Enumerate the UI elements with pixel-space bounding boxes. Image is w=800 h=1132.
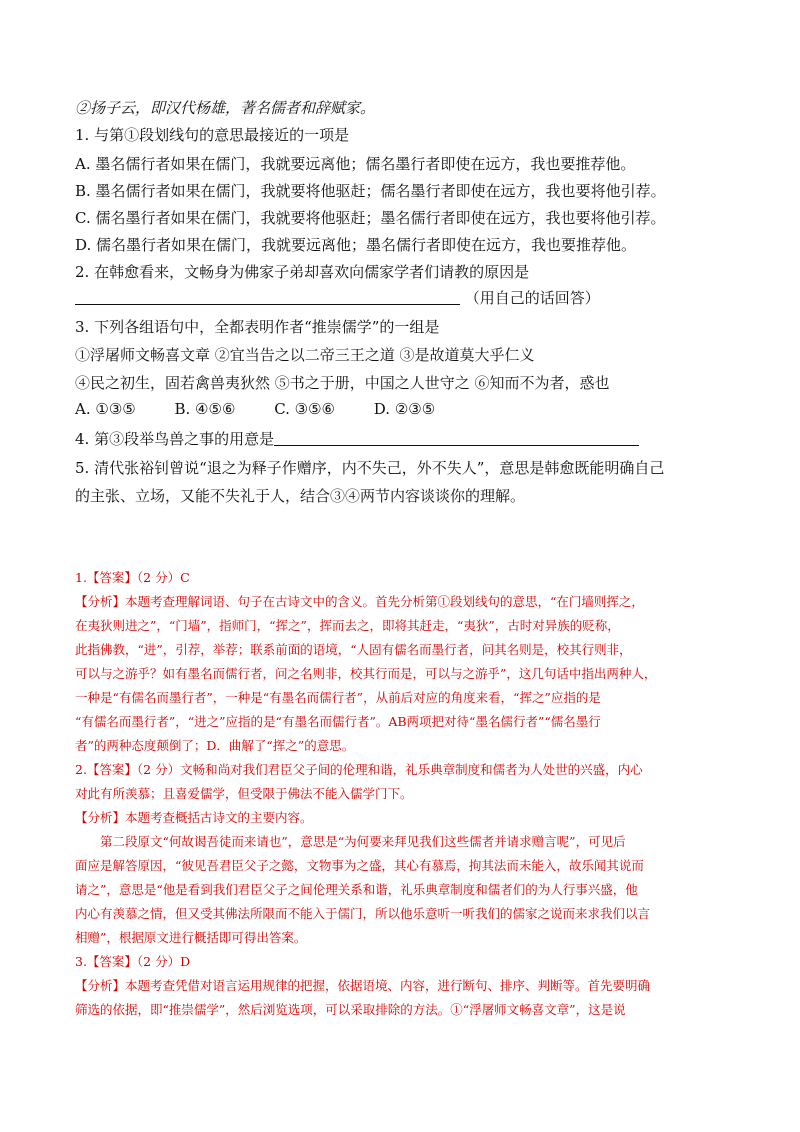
answer-2-line: 对此有所羡慕；且喜爱儒学，但受限于佛法不能入儒学门下。 bbox=[75, 786, 413, 801]
question-3-choice-a: A. ①③⑤ bbox=[75, 400, 136, 418]
footnote-yang-xiong: ②扬子云，即汉代杨雄，著名儒者和辞赋家。 bbox=[75, 99, 376, 117]
answer-1-analysis-line: 【分析】本题考查理解词语、句子在古诗文中的含义。首先分析第①段划线句的意思，“在门墙则挥之， bbox=[75, 594, 644, 609]
question-3-choice-c: C. ③⑤⑥ bbox=[274, 400, 336, 418]
answer-2-analysis-line: 请之”，意思是“他是看到我们君臣父子之间伦理关系和谐，礼乐典章制度和儒者们的为人行事兴盛，他 bbox=[75, 882, 638, 897]
question-5-line-1: 5. 清代张裕钊曾说“退之为释子作赠序，内不失己，外不失人”，意思是韩愈既能明确自己 bbox=[75, 459, 665, 477]
question-2-stem: 2. 在韩愈看来，文畅身为佛家子弟却喜欢向儒家学者们请教的原因是 bbox=[75, 263, 530, 281]
answer-blank bbox=[274, 431, 639, 446]
question-1-stem: 1. 与第①段划线句的意思最接近的一项是 bbox=[75, 126, 350, 144]
answer-1-analysis-line: 者”的两种态度颠倒了；D．曲解了“挥之”的意思。 bbox=[75, 738, 355, 753]
answer-2-analysis-head: 【分析】本题考查概括古诗文的主要内容。 bbox=[75, 810, 313, 825]
question-4-stem: 4. 第③段举鸟兽之事的用意是 bbox=[75, 430, 275, 448]
question-1-option-c: C. 儒名墨行者如果在儒门，我就要将他驱赶；墨名儒行者即使在远方，我也要将他引荐。 bbox=[75, 209, 666, 227]
answer-3-analysis-line: 【分析】本题考查凭借对语言运用规律的把握，依据语境、内容，进行断句、排序、判断等。首先要明确 bbox=[75, 978, 651, 993]
answer-1-head: 1.【答案】（2 分）C bbox=[75, 570, 190, 585]
answer-1-analysis-line: 一种是“有儒名而墨行者”，一种是“有墨名而儒行者”，从前后对应的角度来看，“挥之”应指的是 bbox=[75, 690, 601, 705]
question-3-stem: 3. 下列各组语句中，全都表明作者“推崇儒学”的一组是 bbox=[75, 318, 440, 336]
answer-3-analysis-line: 筛选的依据，即“推崇儒学”，然后浏览选项，可以采取排除的方法。①“浮屠师文畅喜文章”，这是说 bbox=[75, 1002, 626, 1017]
question-1-option-d: D. 儒名墨行者如果在儒门，我就要远离他；墨名儒行者即使在远方，我也要推荐他。 bbox=[75, 236, 637, 254]
question-3-items-line-2: ④民之初生，固若禽兽夷狄然 ⑤书之于册，中国之人世守之 ⑥知而不为者，惑也 bbox=[75, 374, 610, 392]
answer-2-analysis-line: 内心有羡慕之情，但又受其佛法所限而不能入于儒门，所以他乐意听一听我们的儒家之说而来求我们以言 bbox=[75, 906, 651, 921]
answer-1-analysis-line: 在夷狄则进之”，“门墙”，指师门，“挥之”，挥而去之，即将其赶走，“夷狄”，古时对异族的贬称， bbox=[75, 618, 620, 633]
answer-1-analysis-line: “有儒名而墨行者”，“进之”应指的是“有墨名而儒行者”。AB两项把对待“墨名儒行者”“儒名墨行 bbox=[75, 714, 601, 729]
answer-blank bbox=[75, 290, 460, 305]
answer-2-line: 2.【答案】（2 分）文畅和尚对我们君臣父子间的伦理和谐，礼乐典章制度和儒者为人处世的兴盛，内心 bbox=[75, 762, 643, 777]
answer-1-analysis-line: 可以与之游乎？如有墨名而儒行者，问之名则非，校其行而是，可以与之游乎”，这几句话中指出两种人， bbox=[75, 666, 657, 681]
question-3-items-line-1: ①浮屠师文畅喜文章 ②宜当告之以二帝三王之道 ③是故道莫大乎仁义 bbox=[75, 346, 535, 364]
question-1-option-b: B. 墨名儒行者如果在儒门，我就要将他驱赶；儒名墨行者即使在远方，我也要将他引荐。 bbox=[75, 182, 666, 200]
question-5-line-2: 的主张、立场，又能不失礼于人，结合③④两节内容谈谈你的理解。 bbox=[75, 487, 526, 505]
question-4 bbox=[75, 428, 639, 449]
question-3-choices bbox=[75, 400, 469, 418]
question-3-choice-d: D. ②③⑤ bbox=[373, 400, 436, 418]
answer-2-analysis-line: 相赠”，根据原文进行概括即可得出答案。 bbox=[75, 930, 307, 945]
question-1-option-a: A. 墨名儒行者如果在儒门，我就要远离他；儒名墨行者即使在远方，我也要推荐他。 bbox=[75, 155, 636, 173]
question-2-suffix: （用自己的话回答） bbox=[464, 289, 600, 307]
answer-3-head: 3.【答案】（2 分）D bbox=[75, 954, 191, 969]
question-3-choice-b: B. ④⑤⑥ bbox=[174, 400, 236, 418]
answer-1-analysis-line: 此指佛教，“进”，引荐，举荐；联系前面的语境，“人固有儒名而墨行者，问其名则是，校其行则非， bbox=[75, 642, 632, 657]
answer-2-analysis-line: 面应是解答原因，“彼见吾君臣父子之懿，文物事为之盛，其心有慕焉，拘其法而未能入，故乐闻其说而 bbox=[75, 858, 644, 873]
question-2-answer-line bbox=[75, 287, 600, 308]
answer-2-analysis-line: 第二段原文“何故谒吾徒而来请也”，意思是“为何要来拜见我们这些儒者并请求赠言呢”，可见后 bbox=[100, 834, 626, 849]
